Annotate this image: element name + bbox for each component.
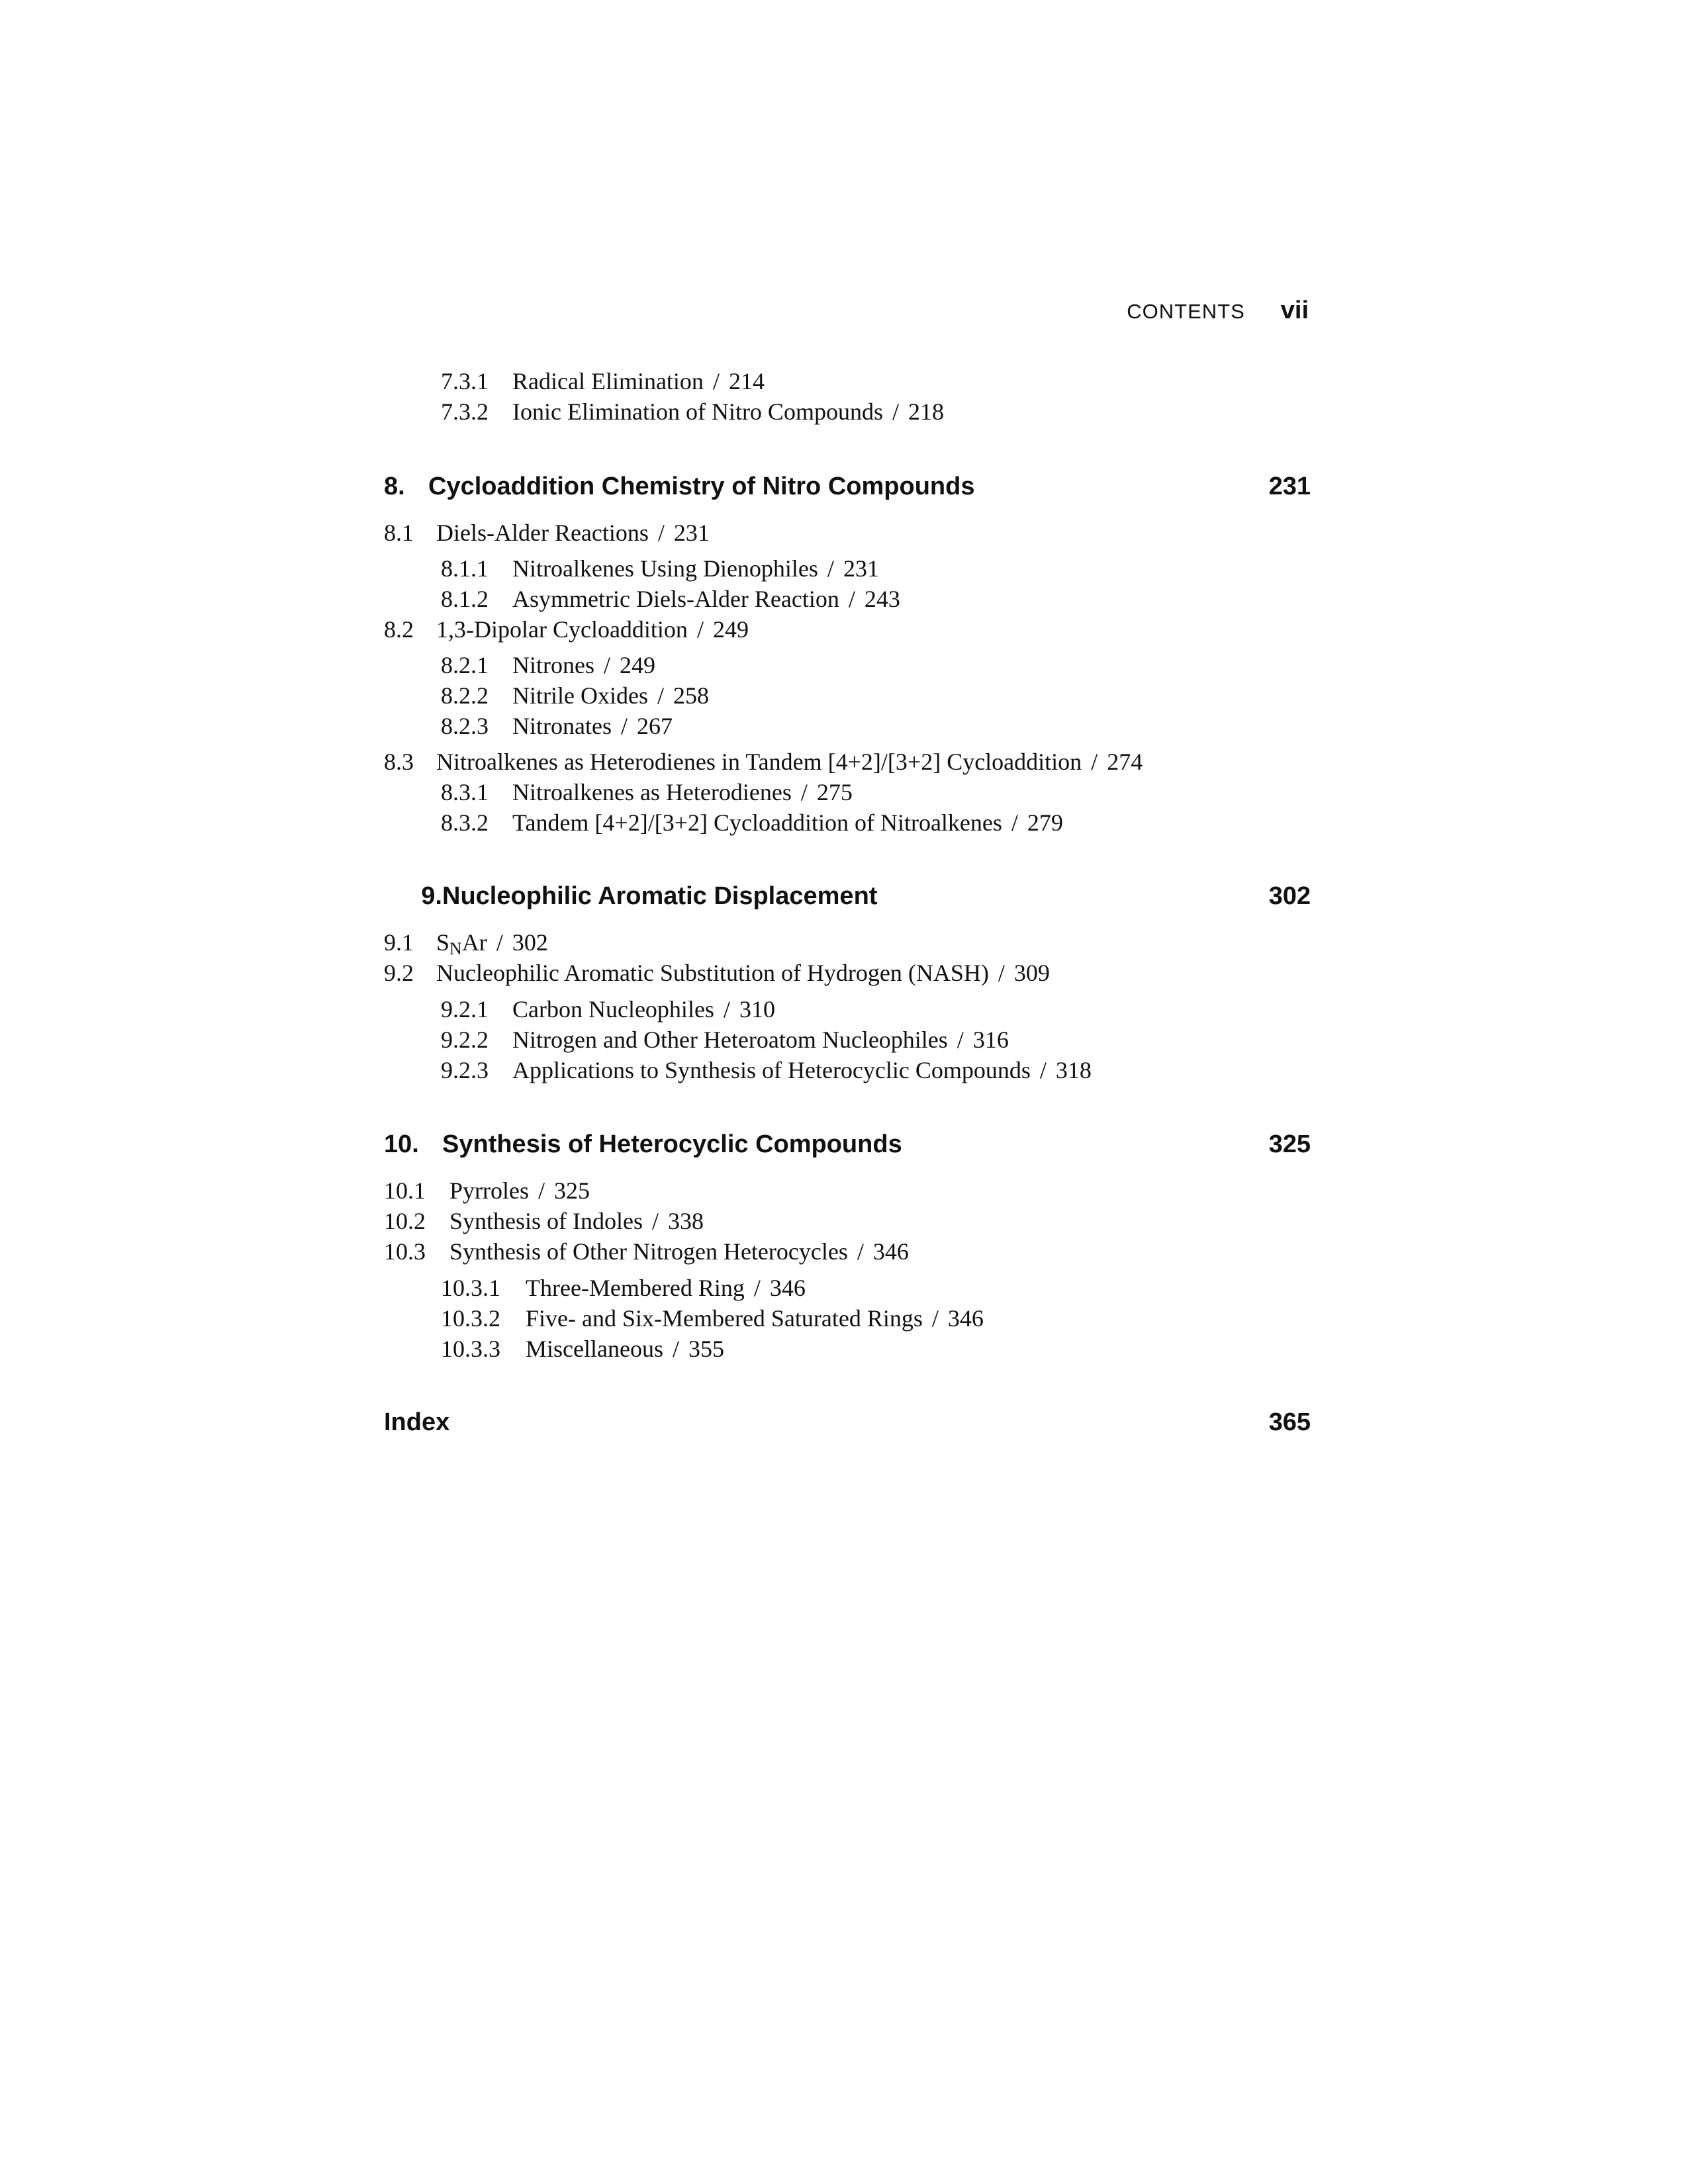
toc-entry-9-2: 9.2 Nucleophilic Aromatic Substitution of Hydrogen (NASH) / 309 (384, 960, 1050, 986)
toc-entry-8-2-2: 8.2.2 Nitrile Oxides / 258 (441, 682, 709, 709)
toc-entry-10-3-2: 10.3.2 Five- and Six-Membered Saturated Rings / 346 (441, 1305, 984, 1332)
toc-entry-10-1: 10.1 Pyrroles / 325 (384, 1177, 590, 1204)
toc-entry-9-2-2: 9.2.2 Nitrogen and Other Heteroatom Nucleophiles / 316 (441, 1026, 1009, 1053)
running-header (1127, 296, 1309, 330)
toc-entry-8-3-2: 8.3.2 Tandem [4+2]/[3+2] Cycloaddition of Nitroalkenes / 279 (441, 809, 1063, 836)
chapter-9-heading: 9.Nucleophilic Aromatic Displacement 302 (421, 882, 1311, 910)
toc-entry-8-3-1: 8.3.1 Nitroalkenes as Heterodienes / 275 (441, 779, 853, 805)
page-number: vii (1280, 296, 1309, 324)
chapter-10-heading: 10. Synthesis of Heterocyclic Compounds 325 (384, 1130, 1311, 1158)
toc-entry-9-2-1: 9.2.1 Carbon Nucleophiles / 310 (441, 996, 775, 1023)
index-heading: Index 365 (384, 1408, 1311, 1436)
toc-entry-9-2-3: 9.2.3 Applications to Synthesis of Heterocyclic Compounds / 318 (441, 1057, 1092, 1083)
toc-entry-10-3-1: 10.3.1 Three-Membered Ring / 346 (441, 1275, 806, 1301)
toc-entry-10-2: 10.2 Synthesis of Indoles / 338 (384, 1208, 704, 1234)
toc-entry-7-3-2: 7.3.2 Ionic Elimination of Nitro Compounds / 218 (441, 398, 944, 425)
toc-entry-8-3: 8.3 Nitroalkenes as Heterodienes in Tandem [4+2]/[3+2] Cycloaddition / 274 (384, 749, 1143, 775)
toc-entry-8-2-1: 8.2.1 Nitrones / 249 (441, 652, 655, 678)
toc-entry-9-1: 9.1 $S_NAr / 302$ (384, 929, 548, 958)
header-label: CONTENTS (1127, 300, 1245, 323)
toc-entry-10-3: 10.3 Synthesis of Other Nitrogen Heterocycles / 346 (384, 1238, 909, 1265)
toc-entry-8-2: 8.2 1,3-Dipolar Cycloaddition / 249 (384, 616, 749, 643)
toc-entry-8-1-2: 8.1.2 Asymmetric Diels-Alder Reaction / 243 (441, 586, 900, 612)
toc-entry-7-3-1: 7.3.1 Radical Elimination / 214 (441, 368, 765, 394)
toc-entry-8-1-1: 8.1.1 Nitroalkenes Using Dienophiles / 231 (441, 555, 879, 582)
toc-entry-10-3-3: 10.3.3 Miscellaneous / 355 (441, 1336, 724, 1362)
toc-entry-8-1: 8.1 Diels-Alder Reactions / 231 (384, 520, 710, 546)
toc-entry-8-2-3: 8.2.3 Nitronates / 267 (441, 713, 673, 739)
chapter-8-heading: 8. Cycloaddition Chemistry of Nitro Compounds 231 (384, 473, 1311, 500)
